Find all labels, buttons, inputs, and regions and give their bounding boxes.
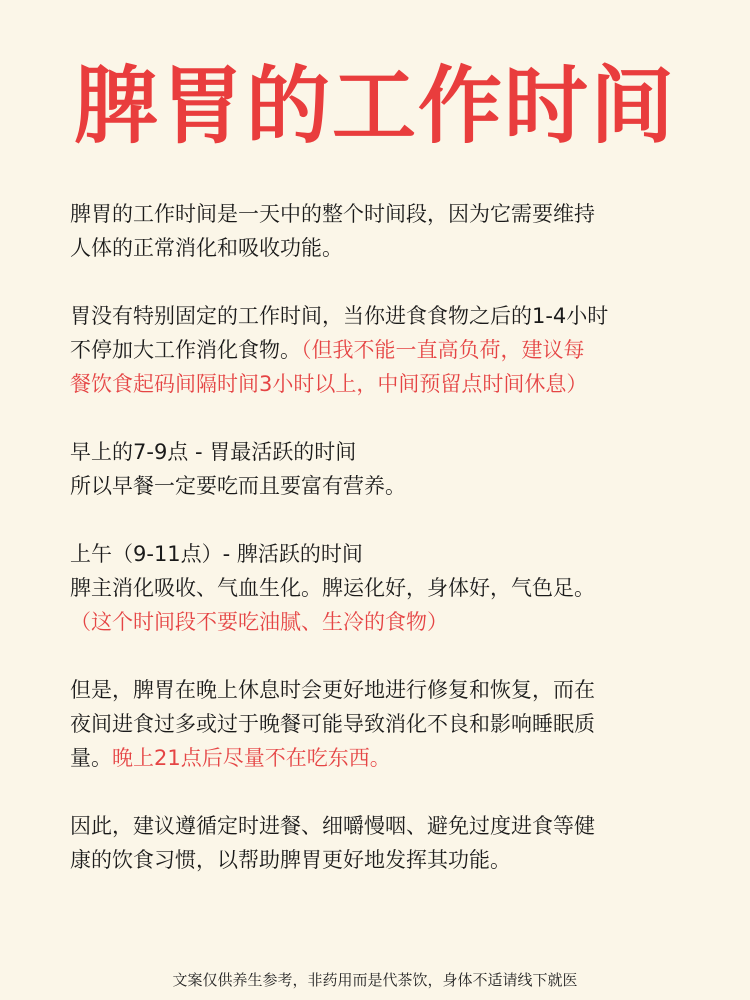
- paragraph-line: [70, 333, 690, 367]
- page-title: 脾胃的工作时间: [73, 57, 676, 155]
- paragraph-line: 早上的7-9点 - 胃最活跃的时间: [70, 440, 357, 464]
- paragraph-text: 量。: [70, 746, 112, 770]
- paragraph-forenoon: [70, 537, 690, 639]
- paragraph-line: 但是，脾胃在晚上休息时会更好地进行修复和恢复，而在: [70, 678, 595, 702]
- paragraph-line: 胃没有特别固定的工作时间，当你进食食物之后的1-4小时: [70, 304, 609, 328]
- paragraph-stomach: [70, 299, 690, 401]
- highlight-note: （这个时间段不要吃油腻、生冷的食物）: [70, 610, 448, 634]
- article-body: [70, 197, 690, 911]
- paragraph-line: 上午（9-11点）- 脾活跃的时间: [70, 542, 363, 566]
- disclaimer-footer: 文案仅供养生参考，非药用而是代茶饮，身体不适请线下就医: [172, 971, 578, 989]
- highlight-note: 餐饮食起码间隔时间3小时以上，中间预留点时间休息）: [70, 372, 588, 396]
- paragraph-intro: [70, 197, 690, 265]
- paragraph-line: 康的饮食习惯，以帮助脾胃更好地发挥其功能。: [70, 848, 511, 872]
- highlight-note: （但我不能一直高负荷，建议每: [301, 338, 585, 362]
- paragraph-line: 夜间进食过多或过于晚餐可能导致消化不良和影响睡眠质: [70, 712, 595, 736]
- paragraph-line: 脾胃的工作时间是一天中的整个时间段，因为它需要维持: [70, 202, 595, 226]
- paragraph-line: 脾主消化吸收、气血生化。脾运化好，身体好，气色足。: [70, 576, 595, 600]
- paragraph-conclusion: [70, 809, 690, 877]
- paragraph-line: 所以早餐一定要吃而且要富有营养。: [70, 474, 406, 498]
- paragraph-morning: [70, 435, 690, 503]
- paragraph-evening: [70, 673, 690, 775]
- paragraph-text: 不停加大工作消化食物。: [70, 338, 301, 362]
- paragraph-line: [70, 741, 690, 775]
- highlight-note: 晚上21点后尽量不在吃东西。: [112, 746, 391, 770]
- paragraph-line: 因此，建议遵循定时进餐、细嚼慢咽、避免过度进食等健: [70, 814, 595, 838]
- paragraph-line: 人体的正常消化和吸收功能。: [70, 236, 343, 260]
